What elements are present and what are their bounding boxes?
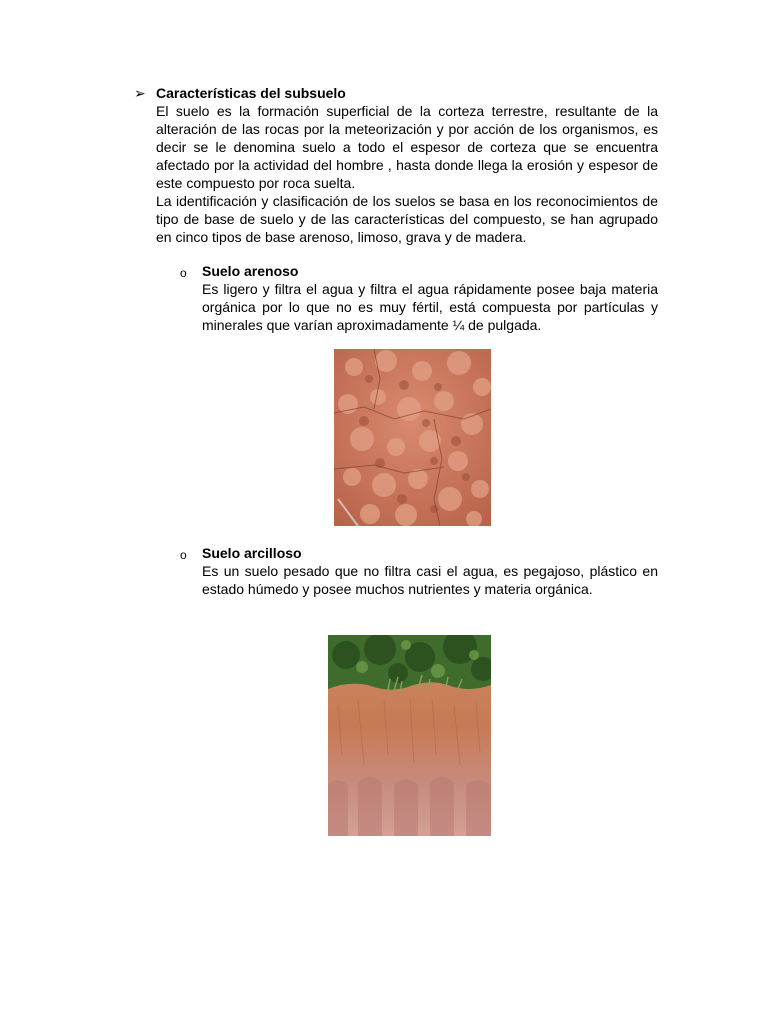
subsection-heading: Suelo arenoso	[202, 263, 299, 279]
subsection-text: Es ligero y filtra el agua y filtra el agua rápidamente posee baja materia orgánica por lo que no es muy fértil, está compuesta por partículas y minerales que varían aproximadamente ¼ de pulgada.	[202, 281, 658, 333]
circle-bullet-icon: o	[180, 266, 187, 280]
sandy-soil-photo	[334, 349, 491, 526]
subsection-heading: Suelo arcilloso	[202, 545, 302, 561]
subsection-sandy-soil	[202, 262, 658, 334]
section-paragraph-1: El suelo es la formación superficial de la corteza terrestre, resultante de la alteración de las rocas por la meteorización y por acción de los organismos, es decir se le denomina suelo a todo el espesor de corteza que se encuentra afectado por la actividad del hombre , hasta donde llega la erosión y espesor de este compuesto por roca suelta.	[156, 103, 658, 191]
arrow-bullet-icon: ➢	[134, 85, 146, 101]
circle-bullet-icon: o	[180, 548, 187, 562]
section-heading: Características del subsuelo	[156, 85, 346, 101]
main-section	[156, 84, 658, 246]
subsection-clay-soil	[202, 544, 658, 598]
subsection-text: Es un suelo pesado que no filtra casi el agua, es pegajoso, plástico en estado húmedo y posee muchos nutrientes y materia orgánica.	[202, 563, 658, 597]
clay-soil-photo	[328, 635, 491, 836]
section-paragraph-2: La identificación y clasificación de los suelos se basa en los reconocimientos de tipo de base de suelo y de las características del compuesto, se han agrupado en cinco tipos de base arenoso, limoso, grava y de madera.	[156, 193, 658, 245]
